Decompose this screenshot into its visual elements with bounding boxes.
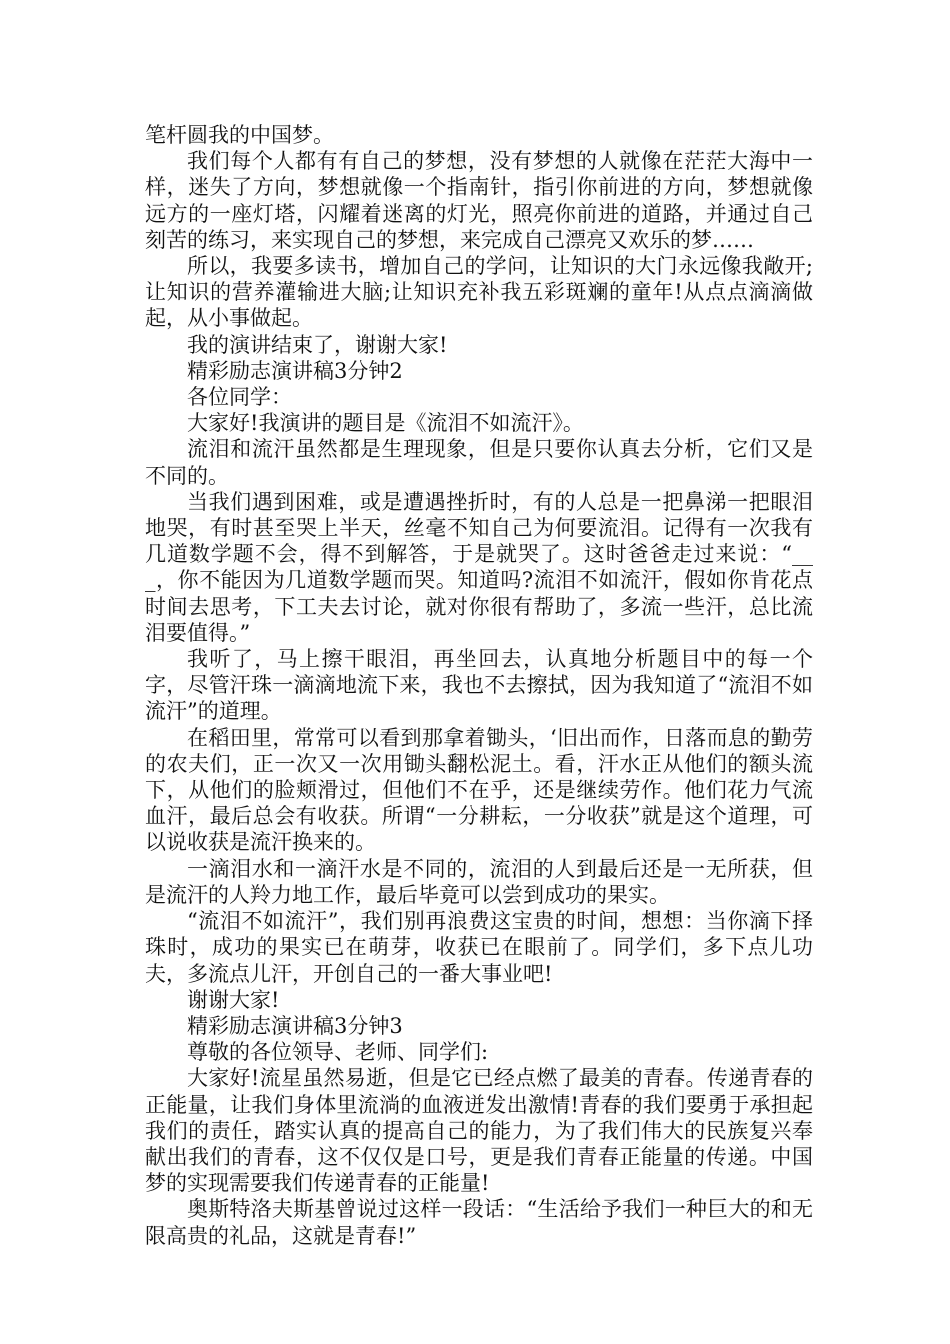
- paragraph: 笔杆圆我的中国梦。: [145, 123, 334, 147]
- section-heading: 精彩励志演讲稿3分钟3: [187, 1013, 403, 1038]
- paragraph: 我听了，马上擦干眼泪，再坐回去，认真地分析题目中的每一个字，尽管汗珠一滴滴地流下来，我也不去擦拭，因为我知道了“流泪不如流汗”的道理。: [145, 647, 813, 724]
- document-body: [145, 122, 813, 1249]
- paragraph: 在稻田里，常常可以看到那拿着锄头，‘旧出而作，日落而息的勤劳的农夫们，正一次又一次用锄头翻松泥土。看，汗水正从他们的额头流下，从他们的脸颊滑过，但他们不在乎，还是继续劳作。他们花力气流血汗，最后总会有收获。所谓“一分耕耘，一分收获”就是这个道理，可以说收获是流汗换来的。: [145, 725, 813, 855]
- paragraph: “流泪不如流汗”，我们别再浪费这宝贵的时间，想想：当你滴下择珠时，成功的果实已在萌芽，收获已在眼前了。同学们，多下点儿功夫，多流点儿汗，开创自己的一番大事业吧!: [145, 909, 813, 986]
- paragraph: 所以，我要多读书，增加自己的学问，让知识的大门永远像我敞开;让知识的营养灌输进大脑;让知识充补我五彩斑斓的童年!从点点滴滴做起，从小事做起。: [145, 254, 813, 331]
- salutation: 尊敬的各位领导、老师、同学们:: [187, 1040, 489, 1065]
- paragraph: 一滴泪水和一滴汗水是不同的，流泪的人到最后还是一无所获，但是流汗的人羚力地工作，最后毕竟可以尝到成功的果实。: [145, 856, 813, 907]
- paragraph: 我们每个人都有有自己的梦想，没有梦想的人就像在茫茫大海中一样，迷失了方向，梦想就像一个指南针，指引你前进的方向，梦想就像远方的一座灯塔，闪耀着迷离的灯光，照亮你前进的道路，并通过自己刻苦的练习，来实现自己的梦想，来完成自己漂亮又欢乐的梦……: [145, 149, 813, 252]
- paragraph: 我的演讲结束了，谢谢大家!: [187, 332, 448, 357]
- closing: 谢谢大家!: [187, 987, 280, 1012]
- paragraph: 流泪和流汗虽然都是生理现象，但是只要你认真去分析，它们又是不同的。: [145, 437, 813, 488]
- salutation: 各位同学：: [187, 385, 292, 410]
- paragraph: 大家好!流星虽然易逝，但是它已经点燃了最美的青春。传递青春的正能量，让我们身体里流淌的血液迸发出激情!青春的我们要勇于承担起我们的责任，踏实认真的提高自己的能力，为了我们伟大的民族复兴奉献出我们的青春，这不仅仅是口号，更是我们青春正能量的传递。中国梦的实现需要我们传递青春的正能量!: [145, 1066, 813, 1196]
- paragraph: 奥斯特洛夫斯基曾说过这样一段话：“生活给予我们一种巨大的和无限高贵的礼品，这就是青春!”: [145, 1197, 813, 1248]
- section-heading: 精彩励志演讲稿3分钟2: [187, 358, 403, 383]
- paragraph: 大家好!我演讲的题目是《流泪不如流汗》。: [187, 411, 584, 436]
- paragraph: 当我们遇到困难，或是遭遇挫折时，有的人总是一把鼻涕一把眼泪地哭，有时甚至哭上半天，丝毫不知自己为何要流泪。记得有一次我有几道数学题不会，得不到解答，于是就哭了。这时爸爸走过来说：“___，你不能因为几道数学题而哭。知道吗?流泪不如流汗，假如你肯花点时间去思考，下工夫去讨论，就对你很有帮助了，多流一些汗，总比流泪要值得。”: [145, 489, 813, 645]
